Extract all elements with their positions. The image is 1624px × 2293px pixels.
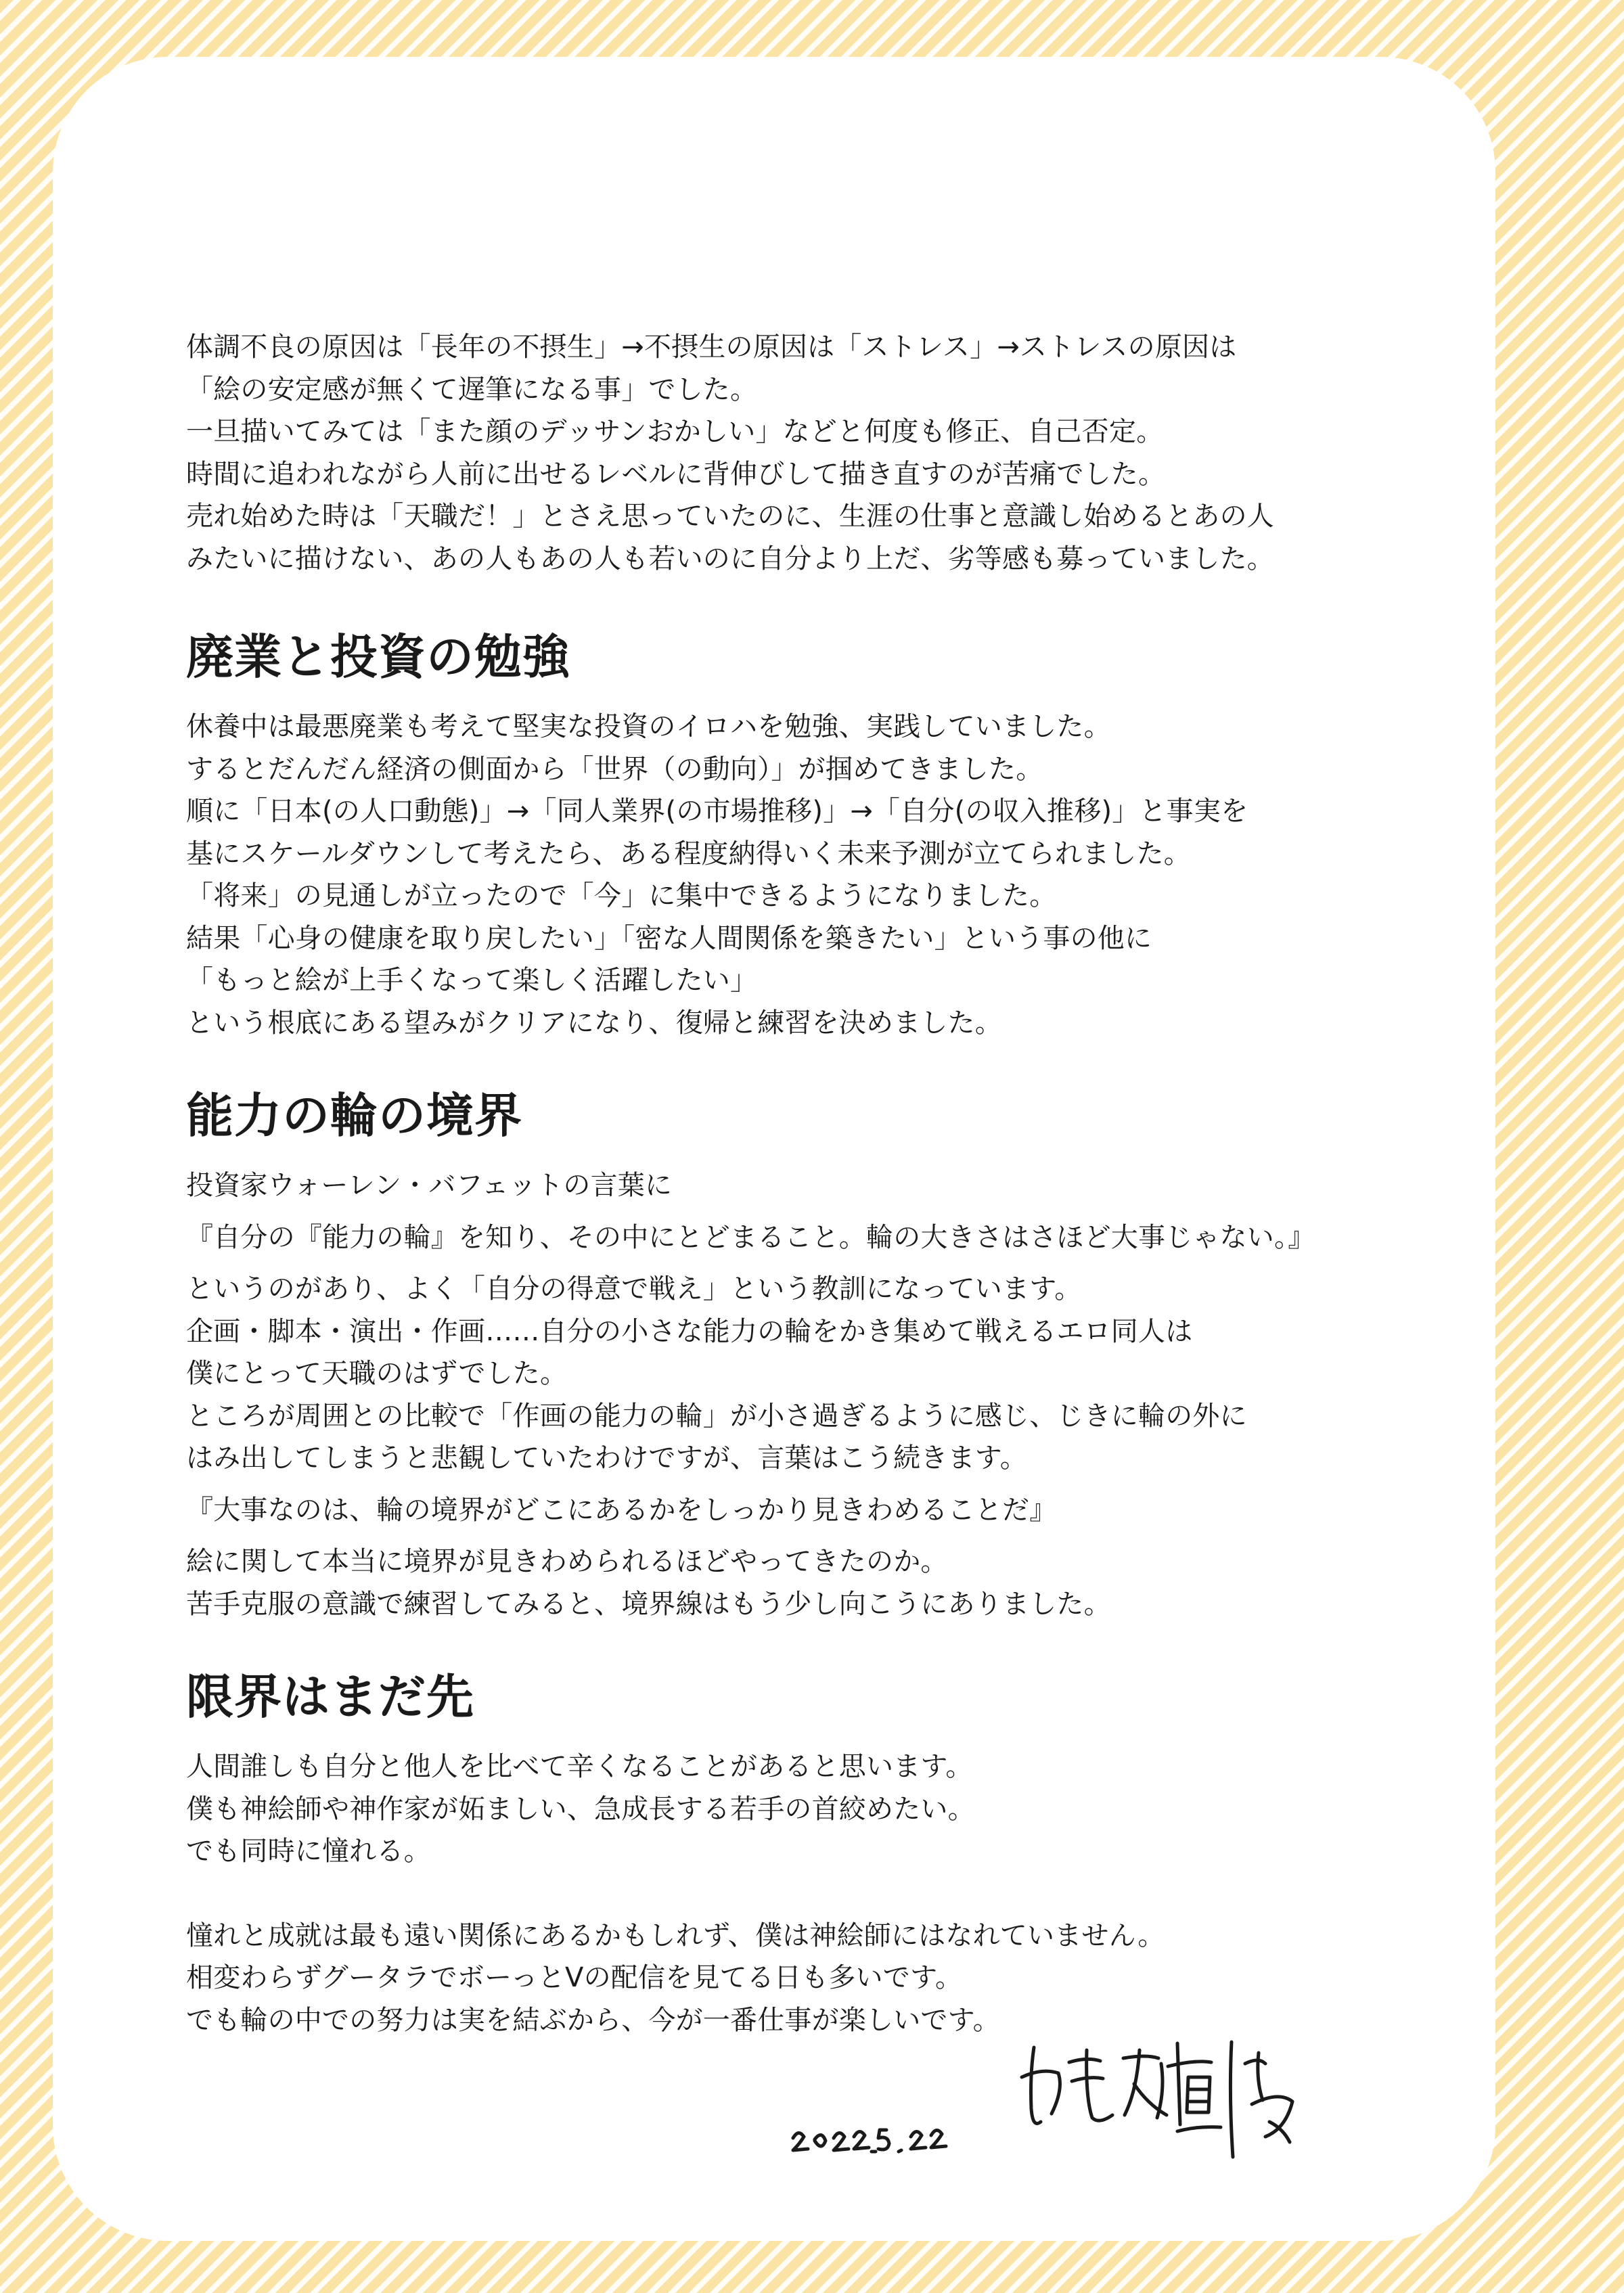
text-line: 順に「日本(の人口動態)」→「同人業界(の市場推移)」→「自分(の収入推移)」と事実を (186, 796, 1248, 827)
text-line: 「絵の安定感が無くて遅筆になる事」でした。 (186, 373, 758, 405)
text-line: というのがあり、よく「自分の得意で戦え」という教訓になっています。 (186, 1273, 1082, 1304)
text-line: はみ出してしまうと悲観していたわけですが、言葉はこう続きます。 (186, 1443, 1027, 1474)
section-heading: 廃業と投資の勉強 (186, 629, 570, 685)
text-line: 売れ始めた時は「天職だ！」とさえ思っていたのに、生涯の仕事と意識し始めるとあの人 (186, 501, 1274, 532)
text-line: 「もっと絵が上手くなって楽しく活躍したい」 (186, 965, 758, 996)
text-line: でも同時に憧れる。 (186, 1836, 431, 1867)
text-line: 僕にとって天職のはずでした。 (186, 1358, 568, 1389)
text-line: 基にスケールダウンして考えたら、ある程度納得いく未来予測が立てられました。 (186, 838, 1191, 869)
text-line: でも輪の中での努力は実を結ぶから、今が一番仕事が楽しいです。 (186, 2004, 1000, 2036)
text-line: 結果「心身の健康を取り戻したい」「密な人間関係を築きたい」という事の他に (186, 922, 1152, 954)
text-line: ところが周囲との比較で「作画の能力の輪」が小さ過ぎるように感じ、じきに輪の外に (186, 1400, 1247, 1432)
text-line: 憧れと成就は最も遠い関係にあるかもしれず、僕は神絵師にはなれていません。 (186, 1920, 1165, 1951)
text-line: 「将来」の見通しが立ったので「今」に集中できるようになりました。 (186, 880, 1057, 911)
text-line: 投資家ウォーレン・バフェットの言葉に (186, 1170, 673, 1201)
intro-paragraph (186, 326, 1377, 580)
section3-paragraph (186, 1746, 1377, 2041)
text-line: という根底にある望みがクリアになり、復帰と練習を決めました。 (186, 1007, 1002, 1039)
text-line: 時間に追われながら人前に出せるレベルに背伸びして描き直すのが苦痛でした。 (186, 458, 1166, 490)
text-line: 企画・脚本・演出・作画……自分の小さな能力の輪をかき集めて戦えるエロ同人は (186, 1315, 1193, 1347)
section-heading: 能力の輪の境界 (186, 1088, 522, 1143)
quote-line: 『自分の『能力の輪』を知り、その中にとどまること。輪の大きさはさほど大事じゃない。』 (186, 1221, 1315, 1253)
text-line: みたいに描けない、あの人もあの人も若いのに自分より上だ、劣等感も募っていました。 (186, 543, 1274, 574)
afterword-text (186, 326, 1377, 2041)
text-line: 僕も神絵師や神作家が妬ましい、急成長する若手の首絞めたい。 (186, 1793, 975, 1825)
text-line: 苦手克服の意識で練習してみると、境界線はもう少し向こうにありました。 (186, 1588, 1111, 1620)
section2-paragraph (186, 1164, 1377, 1625)
text-line: 絵に関して本当に境界が見きわめられるほどやってきたのか。 (186, 1546, 948, 1577)
section1-paragraph (186, 706, 1377, 1044)
section-heading: 限界はまだ先 (186, 1669, 474, 1725)
text-line: 体調不良の原因は「長年の不摂生」→不摂生の原因は「ストレス」→ストレスの原因は (186, 332, 1237, 363)
text-line: 一旦描いてみては「また顔のデッサンおかしい」などと何度も修正、自己否定。 (186, 416, 1164, 447)
quote-line: 『大事なのは、輪の境界がどこにあるかをしっかり見きわめることだ』 (186, 1494, 1057, 1526)
text-line: 休養中は最悪廃業も考えて堅実な投資のイロハを勉強、実践していました。 (186, 711, 1111, 742)
handwritten-signature (785, 2023, 1340, 2172)
text-line: するとだんだん経済の側面から「世界（の動向）」が掴めてきました。 (186, 753, 1043, 785)
text-line: 相変わらずグータラでボーっとVの配信を見てる日も多いです。 (186, 1962, 963, 1993)
text-line: 人間誰しも自分と他人を比べて辛くなることがあると思います。 (186, 1751, 973, 1782)
